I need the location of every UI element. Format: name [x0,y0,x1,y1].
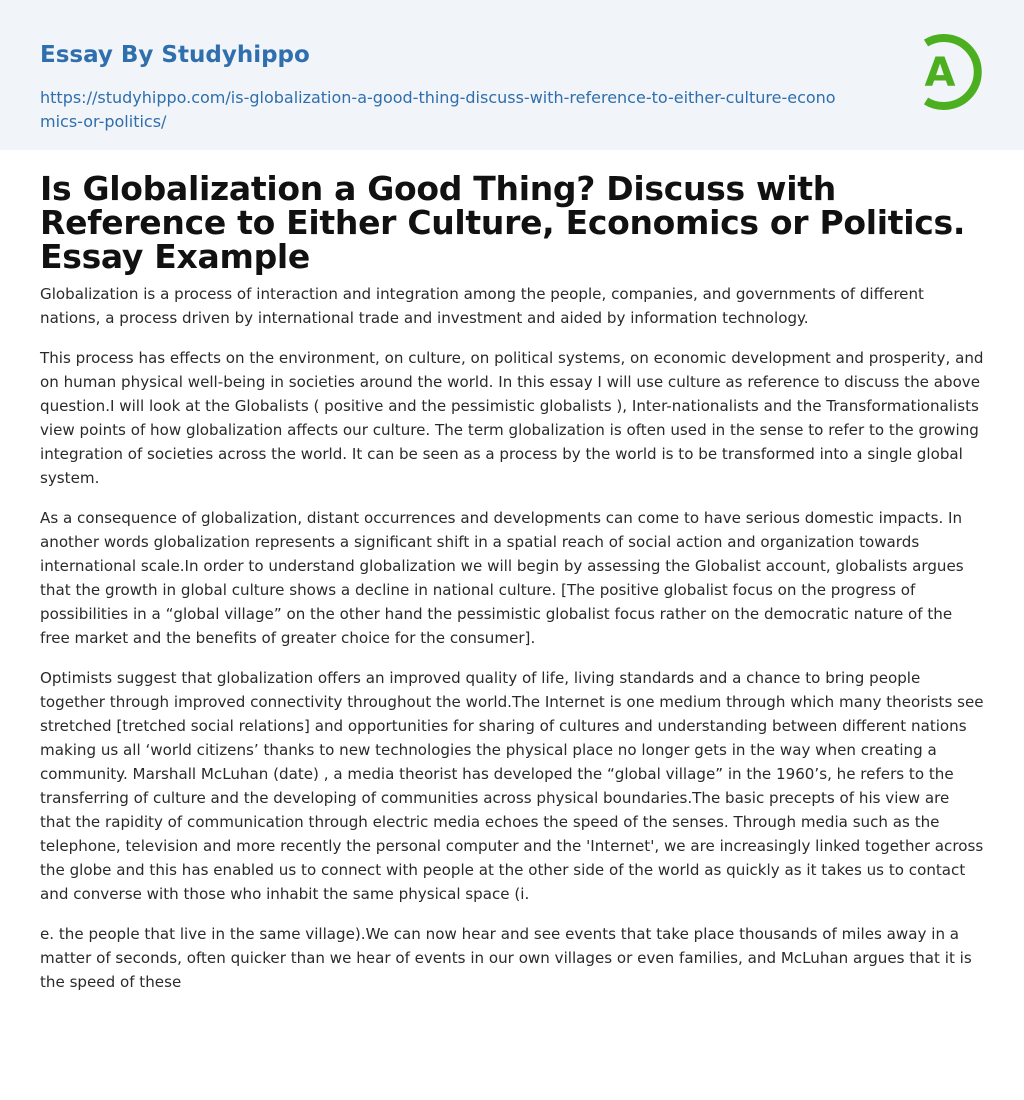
article-paragraph: Optimists suggest that globalization offers an improved quality of life, living standards and a chance to bring people together through improved connectivity throughout the world.The Internet is one medium through which many theorists see stretched [tretched social relations] and opportunities for sharing of cultures and understanding between different nations making us all ‘world citizens’ thanks to new technologies the physical place no longer gets in the way when creating a community. Marshall McLuhan (date) , a media theorist has developed the “global village” in the 1960’s, he refers to the transferring of culture and the developing of communities across physical boundaries.The basic precepts of his view are that the rapidity of communication through electric media echoes the speed of the senses. Through media such as the telephone, television and more recently the personal computer and the 'Internet', we are increasingly linked together across the globe and this has enabled us to connect with people at the other side of the world as quickly as it takes us to contact and converse with those who inhabit the same physical space (i. [40,669,984,903]
source-url-link[interactable]: https://studyhippo.com/is-globalization-a-good-thing-discuss-with-reference-to-either-culture-economics-or-politics/ [40,88,836,131]
logo-letter: A [924,50,956,96]
studyhippo-logo-icon[interactable] [912,30,986,114]
article-paragraph: As a consequence of globalization, distant occurrences and developments can come to have serious domestic impacts. In another words globalization represents a significant shift in a spatial reach of social action and organization towards international scale.In order to understand globalization we will begin by assessing the Globalist account, globalists argues that the growth in global culture shows a decline in national culture. [The positive globalist focus on the progress of possibilities in a “global village” on the other hand the pessimistic globalist focus rather on the democratic nature of the free market and the benefits of greater choice for the consumer]. [40,509,964,647]
article-paragraph: This process has effects on the environment, on culture, on political systems, on economic development and prosperity, and on human physical well-being in societies around the world. In this essay I will use culture as reference to discuss the above question.I will look at the Globalists ( positive and the pessimistic globalists ), Inter-nationalists and the Transformationalists view points of how globalization affects our culture. The term globalization is often used in the sense to refer to the growing integration of societies across the world. It can be seen as a process by the world is to be transformed into a single global system. [40,349,984,487]
article-paragraph: Globalization is a process of interaction and integration among the people, companies, and governments of different nations, a process driven by international trade and investment and aided by information technology. [40,285,924,327]
site-header [0,0,1024,150]
article-paragraph: e. the people that live in the same village).We can now hear and see events that take place thousands of miles away in a matter of seconds, often quicker than we hear of events in our own villages or even families, and McLuhan argues that it is the speed of these [40,925,972,991]
article [0,169,1024,994]
article-title: Is Globalization a Good Thing? Discuss with Reference to Either Culture, Economics or Politics. Essay Example [40,169,966,276]
brand-title[interactable]: Essay By Studyhippo [40,42,310,68]
